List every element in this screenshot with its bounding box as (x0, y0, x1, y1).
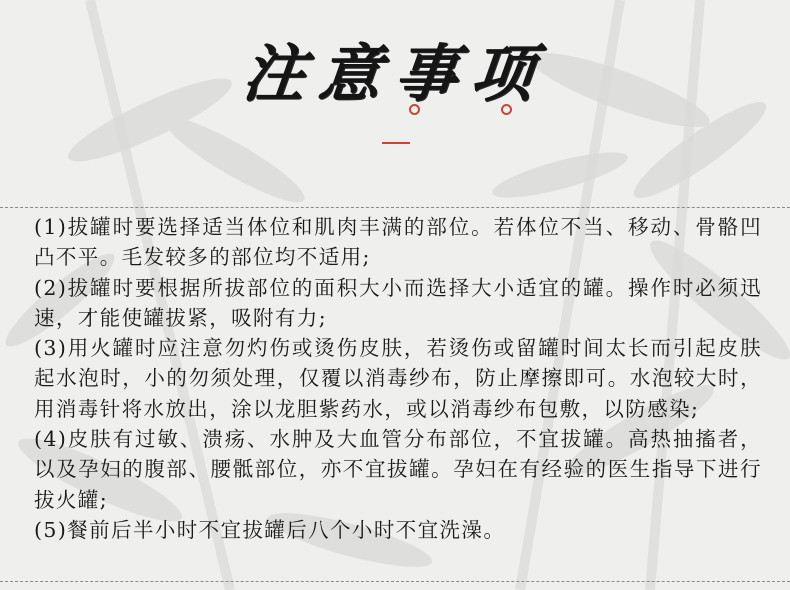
decorative-dot (501, 104, 512, 115)
note-item-3: (3)用火罐时应注意勿灼伤或烫伤皮肤，若烫伤或留罐时间太长而引起皮肤起水泡时，小的勿须处理，仅覆以消毒纱布，防止摩擦即可。水泡较大时，用消毒针将水放出，涂以龙胆紫药水，或以消毒纱布包敷，以防感染; (34, 336, 762, 421)
note-item-1: (1)拔罐时要选择适当体位和肌肉丰满的部位。若体位不当、移动、骨骼凹凸不平。毛发较多的部位均不适用; (34, 215, 762, 270)
divider-bottom (0, 581, 790, 582)
divider-top (0, 207, 790, 208)
note-item-4: (4)皮肤有过敏、溃疡、水肿及大血管分布部位，不宜拔罐。高热抽搐者，以及孕妇的腹部、腰骶部位，亦不宜拔罐。孕妇在有经验的医生指导下进行拔火罐; (34, 427, 762, 512)
note-item-5: (5)餐前后半小时不宜拔罐后八个小时不宜洗澡。 (34, 517, 506, 542)
title-area (0, 34, 790, 124)
page-title: 注意事项 (239, 37, 551, 110)
decorative-dot (409, 104, 420, 115)
note-item-2: (2)拔罐时要根据所拔部位的面积大小而选择大小适宜的罐。操作时必须迅速，才能使罐拔紧，吸附有力; (34, 275, 762, 330)
title-underline (382, 142, 410, 144)
notes-list (34, 212, 762, 545)
